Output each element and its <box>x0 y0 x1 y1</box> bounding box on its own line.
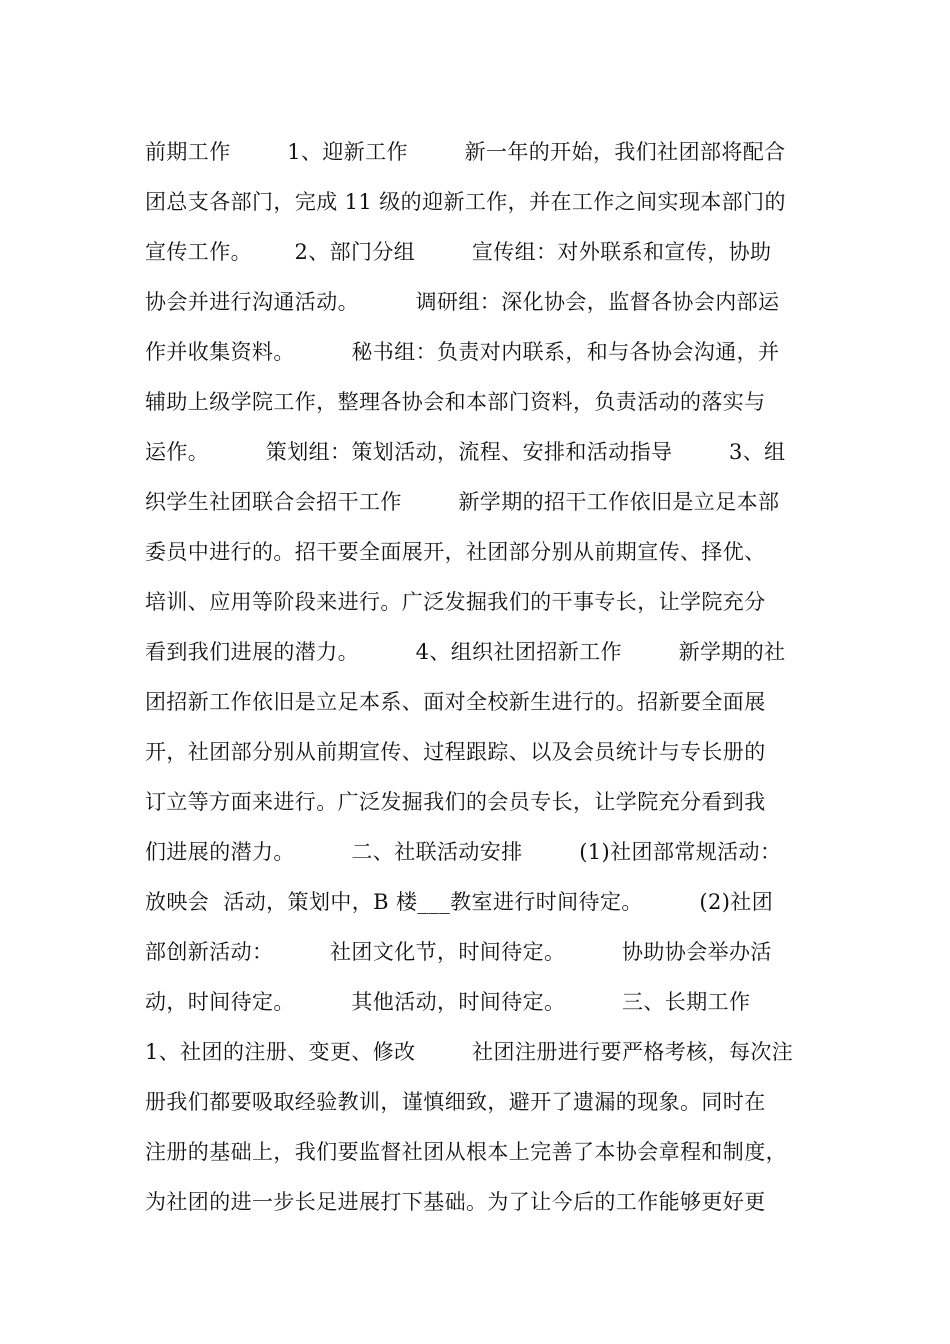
text-line: 培训、应用等阶段来进行。广泛发掘我们的干事专长，让学院充分 <box>145 590 766 614</box>
text-line: 辅助上级学院工作，整理各协会和本部门资料，负责活动的落实与 <box>145 390 766 414</box>
text-line: 1、社团的注册、变更、修改 社团注册进行要严格考核，每次注 <box>145 1040 794 1064</box>
text-line: 运作。 策划组：策划活动，流程、安排和活动指导 3、组 <box>145 440 786 464</box>
body-text <box>145 130 835 1230</box>
text-line: 宣传工作。 2、部门分组 宣传组：对外联系和宣传，协助 <box>145 240 772 264</box>
text-line: 团招新工作依旧是立足本系、面对全校新生进行的。招新要全面展 <box>145 690 766 714</box>
text-line: 订立等方面来进行。广泛发掘我们的会员专长，让学院充分看到我 <box>145 790 766 814</box>
text-line: 作并收集资料。 秘书组：负责对内联系，和与各协会沟通，并 <box>145 340 780 364</box>
text-line: 委员中进行的。招干要全面展开，社团部分别从前期宣传、择优、 <box>145 540 766 564</box>
text-line: 放映会 活动，策划中，B 楼___教室进行时间待定。 (2)社团 <box>145 890 774 914</box>
text-line: 册我们都要吸取经验教训，谨慎细致，避开了遗漏的现象。同时在 <box>145 1090 766 1114</box>
text-line: 为社团的进一步长足进展打下基础。为了让今后的工作能够更好更 <box>145 1190 766 1214</box>
text-line: 看到我们进展的潜力。 4、组织社团招新工作 新学期的社 <box>145 640 786 664</box>
text-line: 部创新活动： 社团文化节，时间待定。 协助协会举办活 <box>145 940 772 964</box>
text-line: 注册的基础上，我们要监督社团从根本上完善了本协会章程和制度， <box>145 1140 787 1164</box>
text-line: 前期工作 1、迎新工作 新一年的开始，我们社团部将配合 <box>145 140 786 164</box>
text-line: 团总支各部门，完成 11 级的迎新工作，并在工作之间实现本部门的 <box>145 190 786 214</box>
text-line: 动，时间待定。 其他活动，时间待定。 三、长期工作 <box>145 990 751 1014</box>
text-line: 协会并进行沟通活动。 调研组：深化协会，监督各协会内部运 <box>145 290 780 314</box>
text-line: 们进展的潜力。 二、社联活动安排 (1)社团部常规活动： <box>145 840 782 864</box>
text-line: 开，社团部分别从前期宣传、过程跟踪、以及会员统计与专长册的 <box>145 740 766 764</box>
text-line: 织学生社团联合会招干工作 新学期的招干工作依旧是立足本部 <box>145 490 780 514</box>
